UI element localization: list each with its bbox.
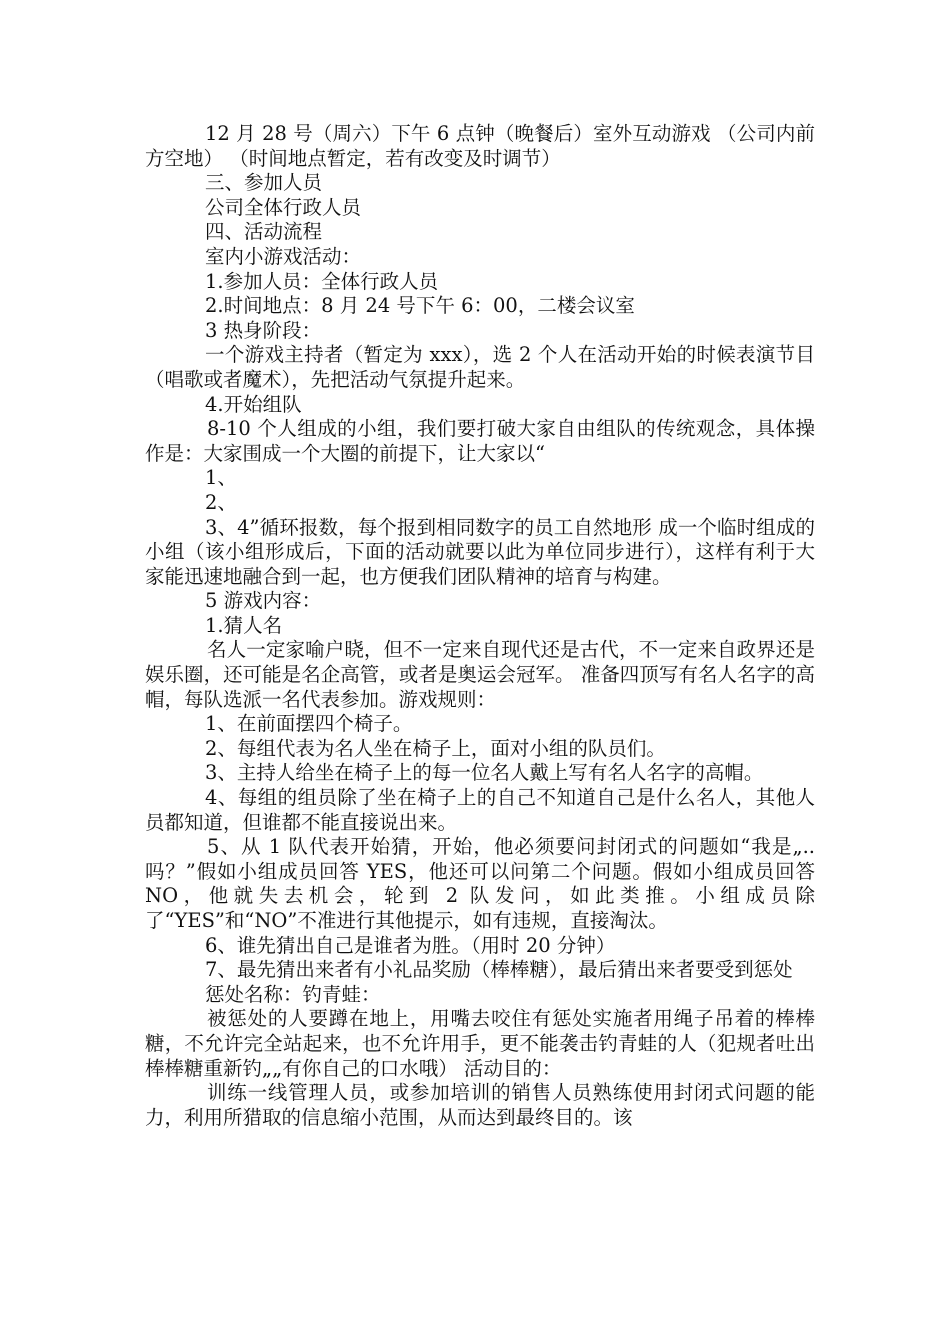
list-item-participants: 1.参加人员：全体行政人员 [205,269,439,293]
paragraph-indoor-games: 室内小游戏活动： [205,244,362,268]
paragraph-count-1: 1、 [205,466,237,490]
rule-1: 1、在前面摆四个椅子。 [205,712,413,736]
paragraph-host: 一个游戏主持者（暂定为 xxx），选 2 个人在活动开始的时候表演节目（唱歌或者魔术），先把活动气氛提升起来。 [145,343,815,391]
rule-7: 7、最先猜出来者有小礼品奖励（棒棒糖），最后猜出来者要受到惩处 [205,958,793,982]
paragraph-count-3: 3、4”循环报数，每个报到相同数字的员工自然地形 成一个临时组成的小组（该小组形成后，下面的活动就要以此为单位同步进行），这样有利于大家能迅速地融合到一起，也方便我们团队精神的培育与构建。 [145,515,815,588]
rule-2: 2、每组代表为名人坐在椅子上，面对小组的队员们。 [205,736,666,760]
paragraph-celebrity: 名人一定家喻户晓，但不一定来自现代还是古代，不一定来自政界还是娱乐圈，还可能是名企高管，或者是奥运会冠军。 准备四顶写有名人名字的高帽，每队选派一名代表参加。游戏规则： [145,638,815,711]
list-item-guess-name: 1.猜人名 [205,613,283,637]
list-item-time-place: 2.时间地点：8 月 24 号下午 6：00，二楼会议室 [205,294,635,318]
rule-6: 6、谁先猜出自己是谁者为胜。（用时 20 分钟） [205,933,616,957]
heading-activity-flow: 四、活动流程 [205,220,323,244]
rule-4: 4、每组的组员除了坐在椅子上的自己不知道自己是什么名人，其他人员都知道，但谁都不能直接说出来。 [145,786,815,834]
paragraph-purpose: 训练一线管理人员，或参加培训的销售人员熟练使用封闭式问题的能力，利用所猎取的信息缩小范围，从而达到最终目的。该 [145,1081,815,1129]
paragraph-penalty-name: 惩处名称：钓青蛙： [205,982,381,1006]
list-item-grouping: 4.开始组队 [205,392,302,416]
paragraph-grouping: 8-10 个人组成的小组，我们要打破大家自由组队的传统观念，具体操作是：大家围成一个大圈的前提下，让大家以“ [145,417,815,465]
list-item-game-content: 5 游戏内容： [205,589,322,613]
paragraph-schedule-outdoor: 12 月 28 号（周六）下午 6 点钟（晚餐后）室外互动游戏 （公司内前方空地） （时间地点暂定，若有改变及时调节） [145,122,815,170]
paragraph-count-2: 2、 [205,490,237,514]
document-body [145,122,815,1130]
paragraph-penalty: 被惩处的人要蹲在地上，用嘴去咬住有惩处实施者用绳子吊着的棒棒糖，不允许完全站起来，也不允许用手，更不能袭击钓青蛙的人（犯规者吐出棒棒糖重新钓„„有你自己的口水哦） 活动目的： [145,1007,815,1080]
rule-3: 3、主持人给坐在椅子上的每一位名人戴上写有名人名字的高帽。 [205,761,764,785]
rule-5: 5、从 1 队代表开始猜，开始，他必须要问封闭式的问题如“我是„..吗？”假如小组成员回答 YES，他还可以问第二个问题。假如小组成员回答 NO，他就失去机会，轮到 2 队发问，如此类推。小组成员除了“YES”和“NO”不准进行其他提示，如有违规，直接淘汰。 [145,835,815,932]
paragraph-participants: 公司全体行政人员 [205,195,362,219]
list-item-warmup: 3 热身阶段： [205,318,322,342]
heading-participants: 三、参加人员 [205,171,323,195]
